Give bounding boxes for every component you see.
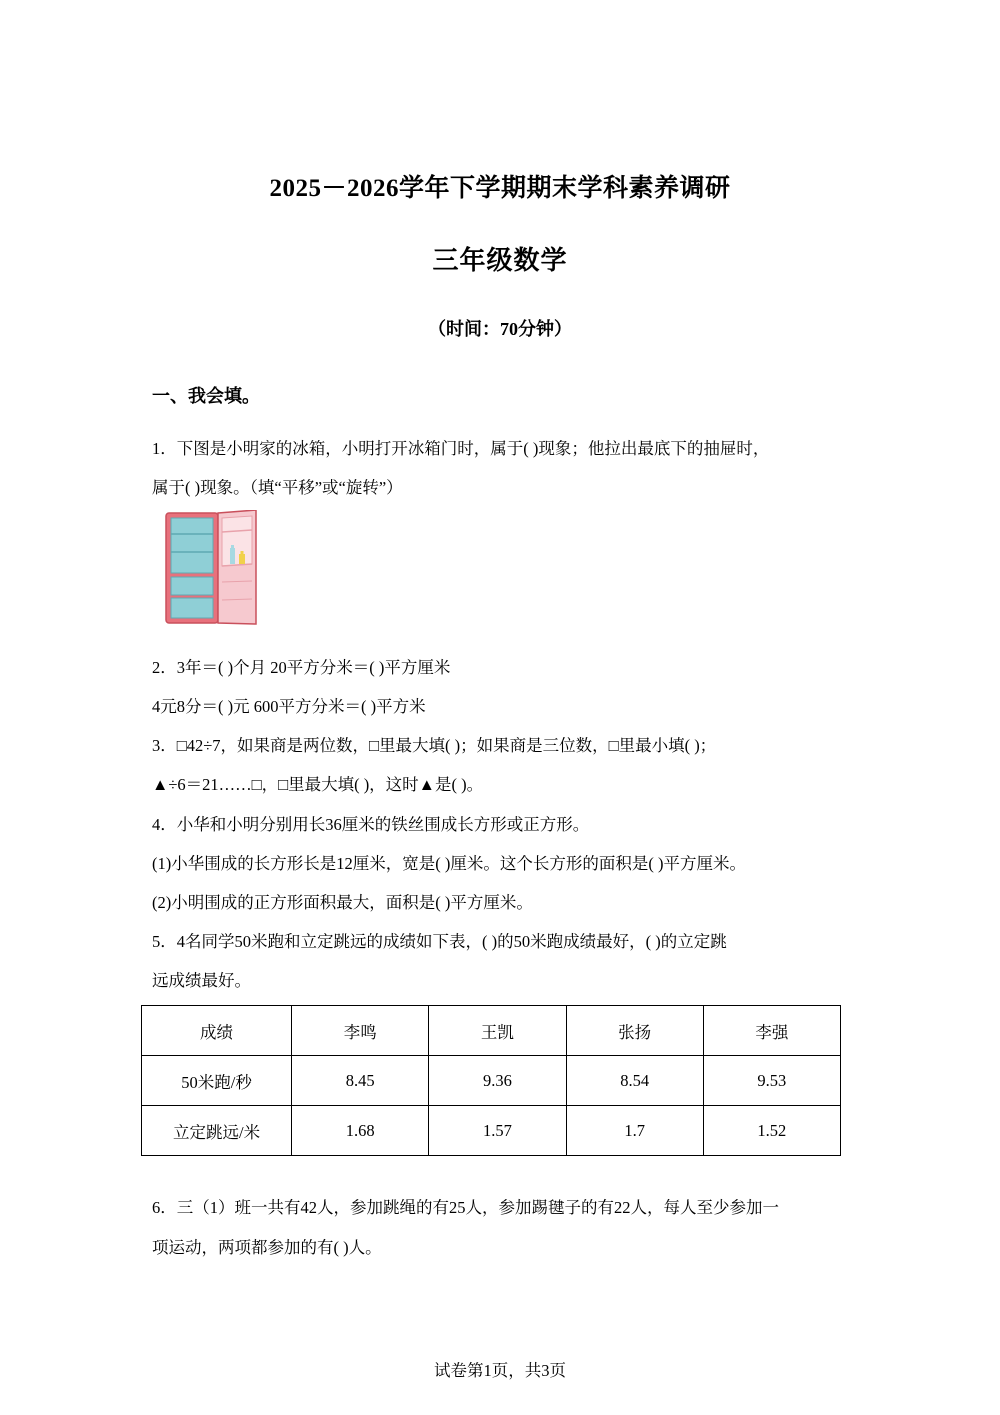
refrigerator-image <box>164 510 260 626</box>
page-footer: 试卷第1页，共3页 <box>434 1361 566 1380</box>
table-header-cell: 成绩 <box>142 1006 292 1056</box>
q1-line2: 属于( )现象。（填“平移”或“旋转”） <box>152 478 403 497</box>
q1-line1: 1．下图是小明家的冰箱，小明打开冰箱门时，属于( )现象；他拉出最底下的抽屉时， <box>152 439 770 458</box>
table-cell: 8.54 <box>566 1056 703 1106</box>
table-cell: 9.36 <box>429 1056 566 1106</box>
table-header-cell: 李强 <box>703 1006 840 1056</box>
q5-line1: 5．4名同学50米跑和立定跳远的成绩如下表，( )的50米跑成绩最好，( )的立定跳 <box>152 932 727 951</box>
scores-table <box>141 1005 841 1156</box>
q4-line1: 4．小华和小明分别用长36厘米的铁丝围成长方形或正方形。 <box>152 815 590 834</box>
table-row <box>142 1056 841 1106</box>
table-cell: 1.68 <box>292 1106 429 1156</box>
q5-line2: 远成绩最好。 <box>152 971 251 990</box>
table-cell: 8.45 <box>292 1056 429 1106</box>
subject-title: 三年级数学 <box>432 246 568 275</box>
table-row <box>142 1106 841 1156</box>
table-cell: 立定跳远/米 <box>142 1106 292 1156</box>
table-cell: 1.7 <box>566 1106 703 1156</box>
table-header-cell: 王凯 <box>429 1006 566 1056</box>
q6-line2: 项运动，两项都参加的有( )人。 <box>152 1238 382 1257</box>
q2-line2: 4元8分＝( )元 600平方分米＝( )平方米 <box>152 697 426 716</box>
section-heading: 一、我会填。 <box>152 386 260 406</box>
table-cell: 50米跑/秒 <box>142 1056 292 1106</box>
time-note: （时间：70分钟） <box>428 319 572 339</box>
q6-line1: 6．三（1）班一共有42人，参加跳绳的有25人，参加踢毽子的有22人，每人至少参加一 <box>152 1198 779 1217</box>
table-cell: 9.53 <box>703 1056 840 1106</box>
q3-line1: 3．□42÷7，如果商是两位数，□里最大填( )；如果商是三位数，□里最小填( )； <box>152 736 717 755</box>
q4-line3: (2)小明围成的正方形面积最大，面积是( )平方厘米。 <box>152 893 533 912</box>
q3-line2: ▲÷6＝21……□，□里最大填( )，这时▲是( )。 <box>152 775 484 794</box>
q4-line2: (1)小华围成的长方形长是12厘米，宽是( )厘米。这个长方形的面积是( )平方厘米。 <box>152 854 746 873</box>
table-header-cell: 李鸣 <box>292 1006 429 1056</box>
table-cell: 1.52 <box>703 1106 840 1156</box>
exam-title: 2025－2026学年下学期期末学科素养调研 <box>269 175 731 202</box>
table-header-cell: 张扬 <box>566 1006 703 1056</box>
table-cell: 1.57 <box>429 1106 566 1156</box>
table-header-row <box>142 1006 841 1056</box>
q2-line1: 2．3年＝( )个月 20平方分米＝( )平方厘米 <box>152 658 451 677</box>
